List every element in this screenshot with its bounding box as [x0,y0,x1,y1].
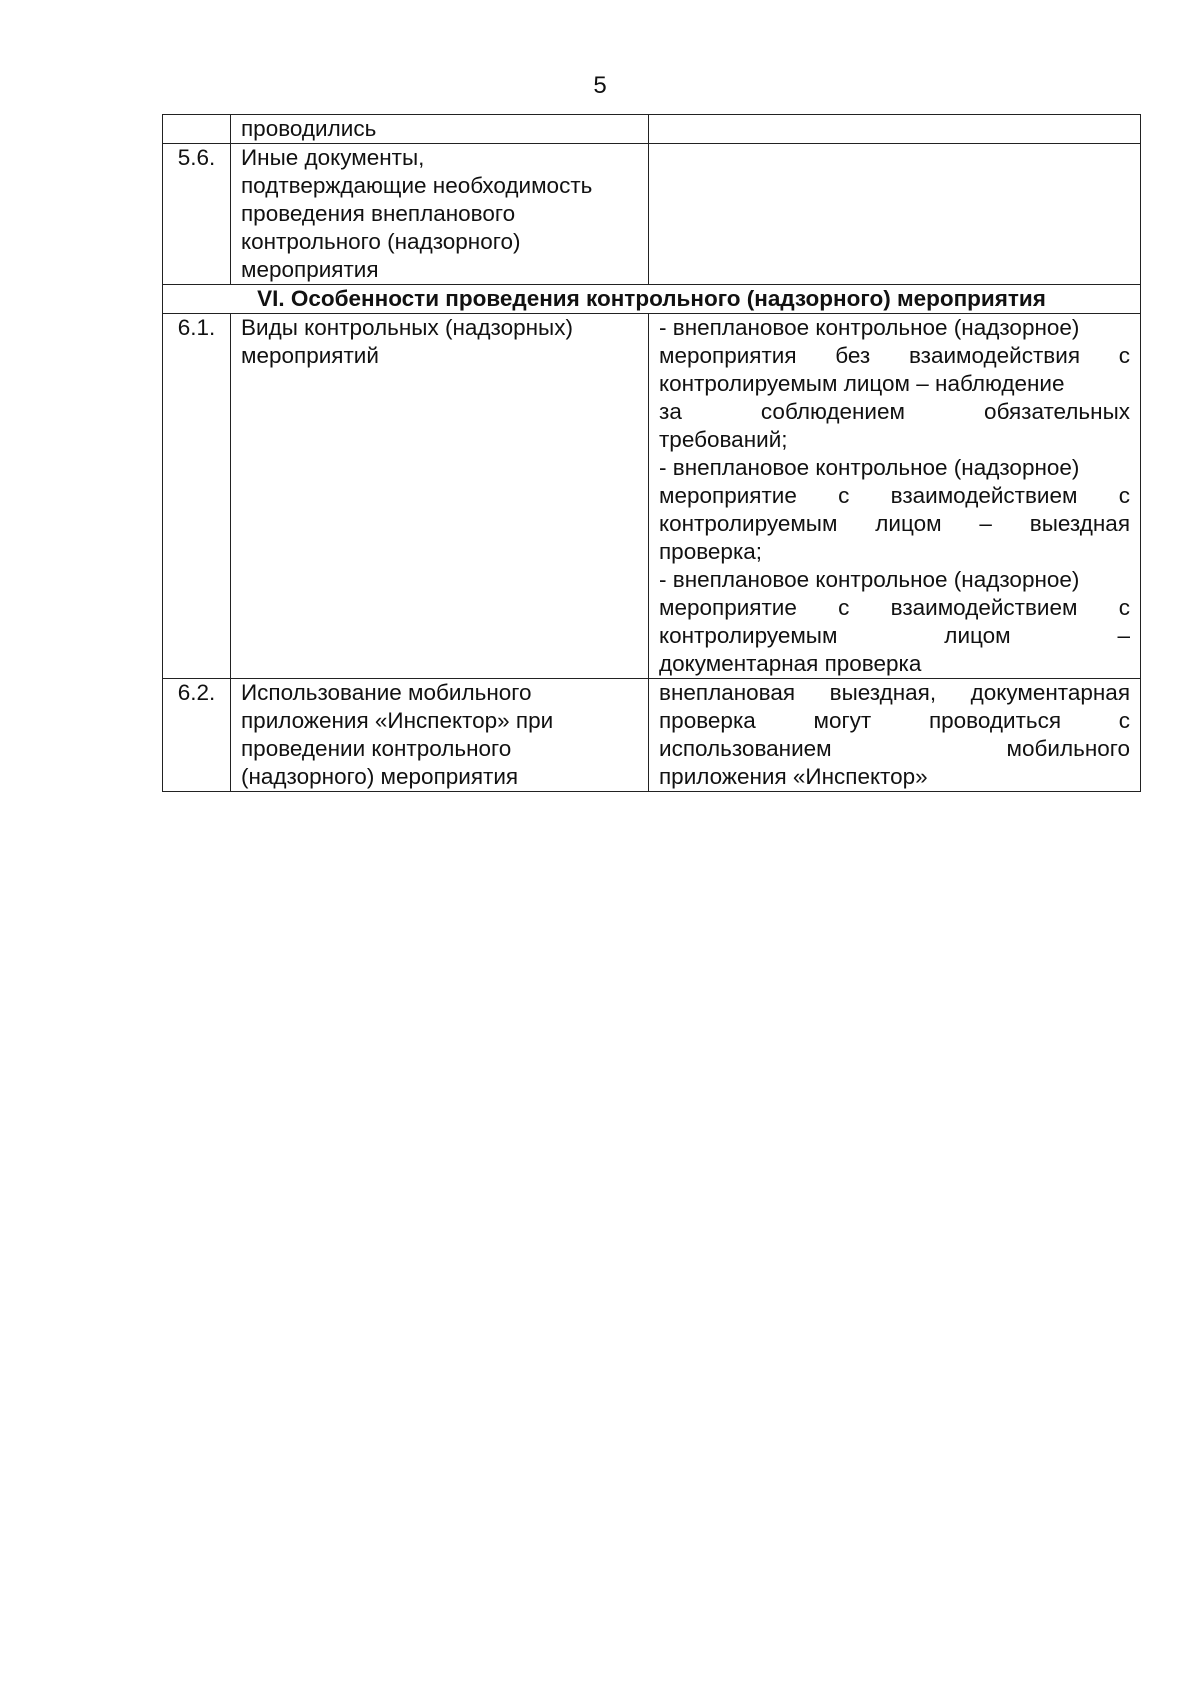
row-name [231,144,649,285]
row-number: 5.6. [163,144,231,285]
row-value-line: требований; [659,427,788,452]
row-name-line: Использование мобильного [241,680,532,705]
row-value-line: мероприятия без взаимодействия с [659,343,1130,368]
row-name [231,314,649,679]
row-name [231,679,649,792]
row-value-line: мероприятие с взаимодействием с [659,595,1130,620]
row-value-line: - внеплановое контрольное (надзорное) [659,567,1080,592]
page-number: 5 [593,72,607,99]
row-value-line: проверка могут проводиться с [659,708,1130,733]
row-value [649,679,1141,792]
table-row [163,314,1141,679]
table-row [163,679,1141,792]
row-value-line: внеплановая выездная, документарная [659,680,1130,705]
row-name-line: мероприятия [241,257,379,282]
row-name-line: мероприятий [241,343,379,368]
row-value-line: - внеплановое контрольное (надзорное) [659,315,1080,340]
row-name-line: приложения «Инспектор» при [241,708,554,733]
section-row [163,285,1141,314]
row-number: 6.1. [163,314,231,679]
row-name-line: проведения внепланового [241,201,516,226]
row-value-line: приложения «Инспектор» [659,764,928,789]
row-number [163,115,231,144]
row-name-line: Иные документы, [241,145,425,170]
row-value-line: контролируемым лицом – наблюдение [659,371,1065,396]
row-value-line: мероприятие с взаимодействием с [659,483,1130,508]
row-value-line: - внеплановое контрольное (надзорное) [659,455,1080,480]
row-name-line: Виды контрольных (надзорных) [241,315,573,340]
row-value-line: использованием мобильного [659,736,1130,761]
row-name-line: проведении контрольного [241,736,512,761]
row-number: 6.2. [163,679,231,792]
section-title: VI. Особенности проведения контрольного (надзорного) мероприятия [163,285,1141,314]
row-name-line: проводились [241,116,377,141]
row-name-line: контрольного (надзорного) [241,229,521,254]
row-value-line: документарная проверка [659,651,922,676]
row-value [649,314,1141,679]
table-row [163,115,1141,144]
row-value [649,144,1141,285]
document-table [162,114,1141,792]
row-name-line: (надзорного) мероприятия [241,764,519,789]
row-value-line: проверка; [659,539,763,564]
row-value-line: за соблюдением обязательных [659,399,1130,424]
row-value [649,115,1141,144]
row-name-line: подтверждающие необходимость [241,173,593,198]
row-value-line: контролируемым лицом – выездная [659,511,1130,536]
table-row [163,144,1141,285]
row-value-line: контролируемым лицом – [659,623,1130,648]
row-name [231,115,649,144]
